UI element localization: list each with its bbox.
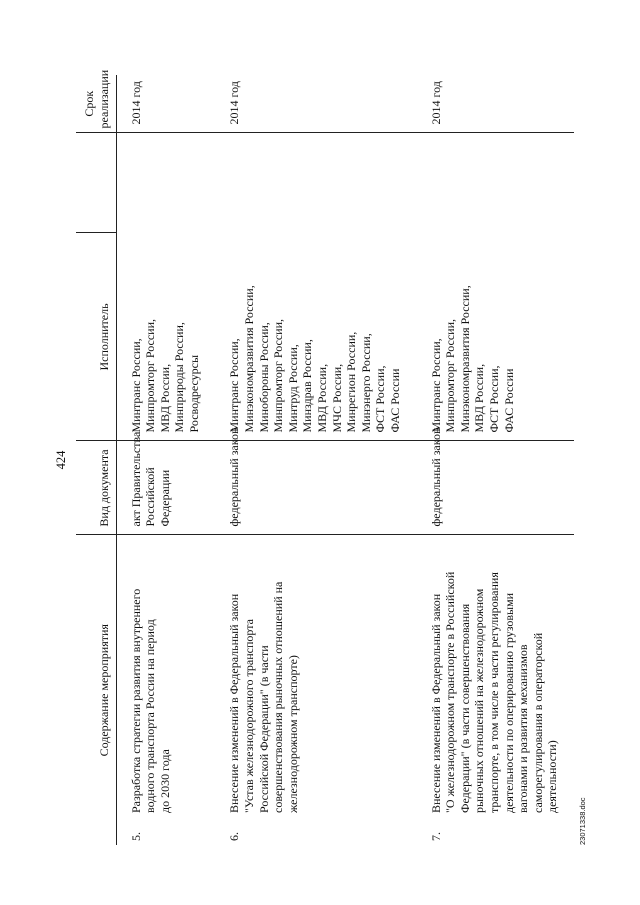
row-executor-line: ФАС России — [388, 368, 402, 433]
row-doc-type-line: федеральный закон — [227, 427, 242, 527]
row-spacer — [116, 133, 215, 233]
row-executor — [417, 233, 574, 441]
row-doc-type-line: федеральный закон — [428, 427, 443, 527]
row-executor-line: МВД России, — [472, 363, 487, 433]
row-executor-line: Минздрав России, — [300, 339, 315, 433]
row-executor-line: Минэкономразвития России, — [242, 285, 257, 433]
row-number: 7. — [428, 832, 443, 841]
row-content-line: Разработка стратегии развития внутреннего — [128, 588, 143, 813]
page-number: 424 — [54, 450, 68, 470]
table-row — [215, 75, 416, 845]
header-spacer — [76, 133, 116, 233]
row-executor-line: Минприроды России, — [172, 322, 187, 433]
row-doc-type — [215, 427, 416, 535]
row-executor-line: Минтранс России, — [227, 338, 242, 433]
row-content — [215, 535, 416, 821]
row-number: 6. — [227, 832, 242, 841]
row-content — [116, 535, 215, 821]
row-content-line: Российской Федерации" (в части — [256, 645, 271, 813]
row-content-line: вагонами и развития механизмов — [516, 644, 531, 813]
row-content-line: до 2030 года — [157, 749, 172, 813]
row-content-line: деятельности по оперированию грузовыми — [501, 592, 516, 813]
row-content-line: совершенствования рыночных отношений на — [271, 581, 286, 813]
row-doc-type-line: Российской — [143, 467, 158, 527]
row-executor-line: Минобороны России, — [256, 322, 271, 433]
row-executor — [215, 233, 416, 441]
header-executor: Исполнитель — [76, 233, 116, 441]
row-executor-line: МВД России, — [315, 363, 330, 433]
header-deadline — [76, 69, 116, 133]
row-executor-line: Минпромторг России, — [443, 319, 458, 433]
table-row — [116, 75, 215, 845]
row-content-line: транспорте, в том числе в части регулирования — [486, 572, 501, 813]
row-executor-line: Минтруд России, — [285, 344, 300, 433]
row-executor-line: Минэкономразвития России, — [457, 285, 472, 433]
row-executor-line: Минпромторг России, — [143, 319, 158, 433]
row-content-line: Внесение изменений в Федеральный закон — [428, 593, 443, 813]
header-doc-type: Вид документа — [76, 441, 116, 535]
row-number: 5. — [128, 832, 143, 841]
row-deadline: 2014 год — [116, 75, 215, 133]
row-content — [417, 535, 574, 821]
measures-table — [76, 69, 574, 845]
row-deadline: 2014 год — [215, 75, 416, 133]
row-content-line: железнодорожном транспорте) — [285, 655, 300, 813]
row-executor-line: Минтранс России, — [128, 338, 143, 433]
row-executor-line: Минпромторг России, — [271, 319, 286, 433]
row-executor-line: Росводресурсы — [186, 354, 201, 433]
document-footer: 23071338.doc — [578, 797, 587, 845]
row-content-line: "Устав железнодорожного транспорта — [242, 619, 257, 813]
row-executor-line: МВД России, — [157, 363, 172, 433]
row-spacer — [417, 133, 574, 233]
table-header-row — [76, 75, 116, 845]
row-executor-line: ФАС России — [501, 368, 516, 433]
row-executor-line: МЧС России, — [329, 363, 344, 433]
row-doc-type — [116, 431, 215, 535]
rotated-content — [40, 69, 600, 845]
row-executor-line: ФСТ России, — [373, 365, 388, 433]
row-content-line: "О железнодорожном транспорте в Российской — [443, 571, 458, 813]
row-executor-line: Минэнерго России, — [358, 333, 373, 433]
header-deadline-line: реализации — [96, 69, 111, 129]
row-doc-type-line: акт Правительства — [128, 431, 143, 527]
row-content-line: Внесение изменений в Федеральный закон — [227, 593, 242, 813]
row-content-line: деятельности) — [545, 740, 560, 813]
row-executor-line: Минрегион России, — [344, 331, 359, 433]
header-deadline-line: Срок — [82, 90, 97, 117]
row-deadline: 2014 год — [417, 75, 574, 133]
row-content-line: саморегулирования в операторской — [530, 632, 545, 813]
header-content: Содержание мероприятия — [76, 535, 116, 845]
row-content-line: Федерации" (в части совершенствования — [457, 603, 472, 813]
row-doc-type — [417, 427, 574, 535]
row-doc-type-line: Федерации — [157, 469, 172, 527]
row-spacer — [215, 133, 416, 233]
row-executor-line: ФСТ России, — [486, 365, 501, 433]
table-row — [417, 75, 574, 845]
row-executor-line: Минтранс России, — [428, 338, 443, 433]
row-executor — [116, 233, 215, 441]
row-content-line: водного транспорта России на период — [143, 619, 158, 813]
row-content-line: рыночных отношений на железнодорожном — [472, 588, 487, 813]
